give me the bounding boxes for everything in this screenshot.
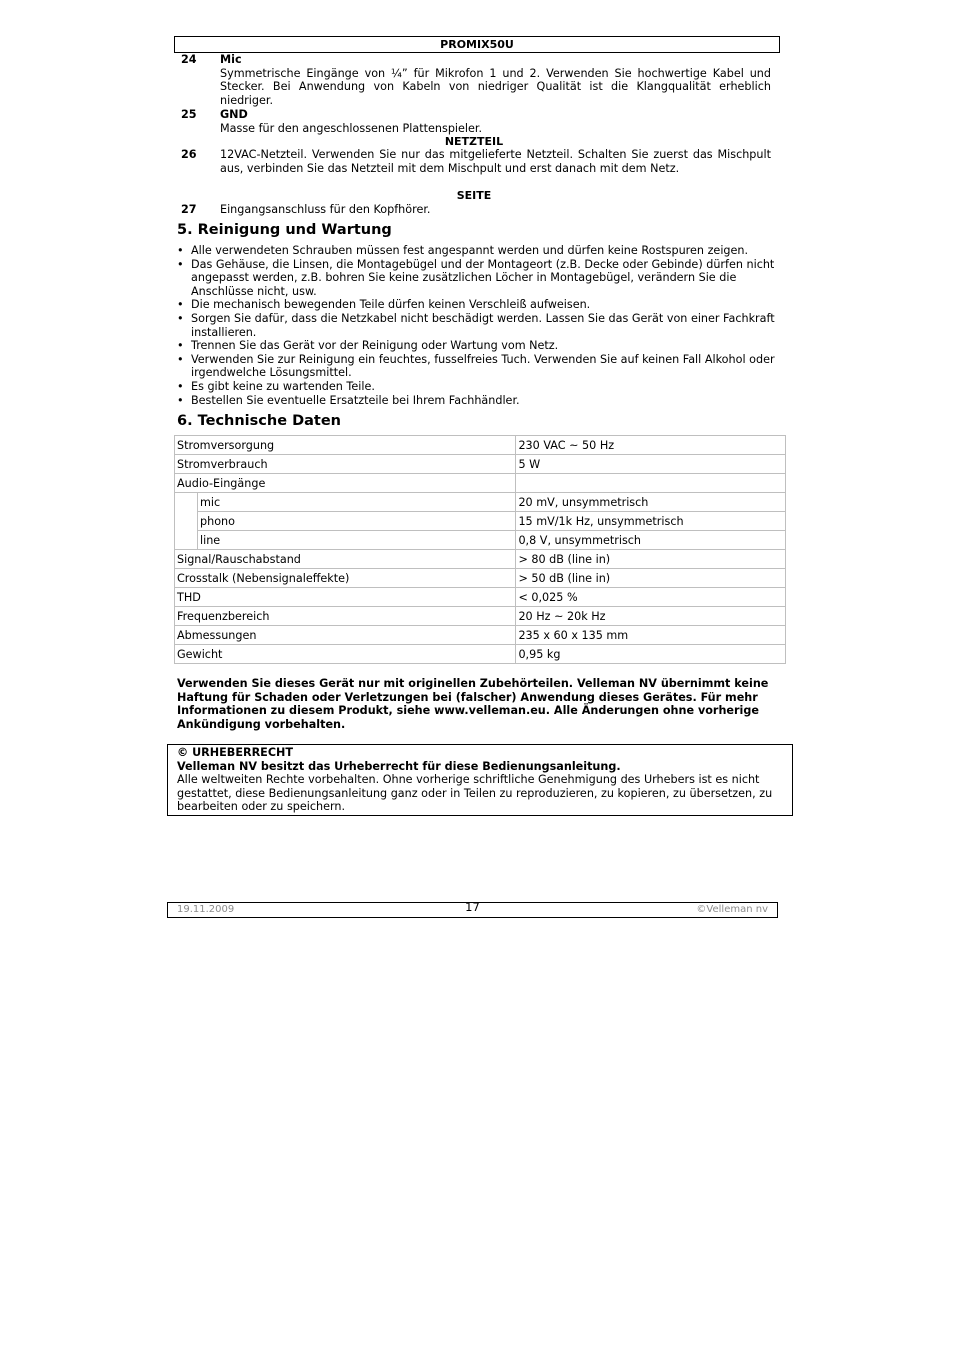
copyright-title: © URHEBERRECHT: [177, 746, 294, 759]
list-item: • Das Gehäuse, die Linsen, die Montagebügel und der Montageort (z.B. Decke oder Gebinde) dürfen nicht angepasst werden, z.B. bohren Sie keine zusätzlichen Löcher in Montagebügel, verändern Sie die Anschlüsse nicht, usw.: [177, 258, 777, 299]
section-title-cleaning: 5. Reinigung und Wartung: [177, 222, 392, 238]
item-number: 27: [181, 203, 197, 216]
subhead-netzteil: NETZTEIL: [444, 135, 504, 148]
spec-value: [516, 474, 786, 493]
table-row: [175, 607, 786, 626]
spec-label: line: [198, 531, 516, 550]
item-25: [220, 108, 771, 135]
model-name: PROMIX50U: [440, 38, 514, 51]
spec-value: 5 W: [516, 455, 786, 474]
spec-value: 0,95 kg: [516, 645, 786, 664]
item-text: Symmetrische Eingänge von ¼” für Mikrofon 1 und 2. Verwenden Sie hochwertige Kabel und Stecker. Bei Anwendung von Kabeln von niedriger Qualität ist die Klangqualität erheblich niedriger.: [220, 66, 771, 107]
item-text: Masse für den angeschlossenen Plattenspieler.: [220, 121, 483, 135]
copyright-subtitle: Velleman NV besitzt das Urheberrecht für diese Bedienungsanleitung.: [177, 759, 621, 773]
table-row: [175, 550, 786, 569]
spec-value: 230 VAC ~ 50 Hz: [516, 436, 786, 455]
spec-label: mic: [198, 493, 516, 512]
spec-value: < 0,025 %: [516, 588, 786, 607]
indent-cell: [175, 493, 198, 550]
spec-value: 0,8 V, unsymmetrisch: [516, 531, 786, 550]
item-number: 25: [181, 108, 197, 121]
cleaning-list: [177, 244, 777, 407]
item-27: Eingangsanschluss für den Kopfhörer.: [220, 203, 431, 216]
copyright-box: [167, 744, 793, 816]
list-item: • Die mechanisch bewegenden Teile dürfen keinen Verschleiß aufweisen.: [177, 298, 777, 312]
spec-label: Crosstalk (Nebensignaleffekte): [175, 569, 516, 588]
spec-label: Frequenzbereich: [175, 607, 516, 626]
spec-label: THD: [175, 588, 516, 607]
footer-date: 19.11.2009: [177, 904, 235, 915]
item-number: 26: [181, 148, 197, 161]
list-item: • Sorgen Sie dafür, dass die Netzkabel nicht beschädigt werden. Lassen Sie das Gerät von einer Fachkraft installieren.: [177, 312, 777, 339]
spec-value: 235 x 60 x 135 mm: [516, 626, 786, 645]
section-title-specs: 6. Technische Daten: [177, 413, 341, 429]
table-row: [175, 493, 786, 512]
document-header: [174, 36, 780, 53]
item-title: GND: [220, 108, 248, 121]
table-row: [175, 588, 786, 607]
spec-label: Stromversorgung: [175, 436, 516, 455]
table-row: [175, 626, 786, 645]
list-item: • Verwenden Sie zur Reinigung ein feuchtes, fusselfreies Tuch. Verwenden Sie auf keinen Fall Alkohol oder irgendwelche Lösungsmittel.: [177, 353, 777, 380]
spec-label: phono: [198, 512, 516, 531]
page-number: 17: [465, 900, 480, 914]
spec-value: 15 mV/1k Hz, unsymmetrisch: [516, 512, 786, 531]
spec-table: [174, 435, 786, 664]
spec-value: 20 Hz ~ 20k Hz: [516, 607, 786, 626]
spec-value: > 80 dB (line in): [516, 550, 786, 569]
subhead-seite: SEITE: [456, 189, 492, 202]
spec-value: 20 mV, unsymmetrisch: [516, 493, 786, 512]
item-number: 24: [181, 53, 197, 66]
table-row: [175, 512, 786, 531]
item-26: 12VAC-Netzteil. Verwenden Sie nur das mitgelieferte Netzteil. Schalten Sie zuerst das Mischpult aus, verbinden Sie das Netzteil mit dem Mischpult und erst danach mit dem Netz.: [220, 148, 771, 175]
table-row: [175, 531, 786, 550]
table-row: [175, 645, 786, 664]
table-row: [175, 436, 786, 455]
copyright-text: Alle weltweiten Rechte vorbehalten. Ohne vorherige schriftliche Genehmigung des Urhebers ist es nicht gestattet, diese Bedienungsanleitung ganz oder in Teilen zu reproduzieren, zu kopieren, zu übersetzen, zu bearbeiten oder zu speichern.: [177, 773, 773, 814]
table-row: [175, 474, 786, 493]
list-item: • Bestellen Sie eventuelle Ersatzteile bei Ihrem Fachhändler.: [177, 394, 777, 408]
spec-label: Stromverbrauch: [175, 455, 516, 474]
spec-label: Signal/Rauschabstand: [175, 550, 516, 569]
page-footer: [167, 902, 778, 918]
spec-label: Gewicht: [175, 645, 516, 664]
spec-value: > 50 dB (line in): [516, 569, 786, 588]
item-title: Mic: [220, 53, 242, 66]
list-item: • Alle verwendeten Schrauben müssen fest angespannt werden und dürfen keine Rostspuren zeigen.: [177, 244, 777, 258]
usage-notice: Verwenden Sie dieses Gerät nur mit originellen Zubehörteilen. Velleman NV übernimmt keine Haftung für Schaden oder Verletzungen bei (falscher) Anwendung dieses Gerätes. Für mehr Informationen zu diesem Produkt, siehe www.velleman.eu. Alle Änderungen ohne vorherige Ankündigung vorbehalten.: [177, 677, 769, 731]
list-item: • Trennen Sie das Gerät vor der Reinigung oder Wartung vom Netz.: [177, 339, 777, 353]
item-24: [220, 53, 771, 107]
spec-label: Audio-Eingänge: [175, 474, 516, 493]
table-row: [175, 455, 786, 474]
list-item: • Es gibt keine zu wartenden Teile.: [177, 380, 777, 394]
spec-label: Abmessungen: [175, 626, 516, 645]
table-row: [175, 569, 786, 588]
footer-copyright: ©Velleman nv: [696, 904, 768, 915]
